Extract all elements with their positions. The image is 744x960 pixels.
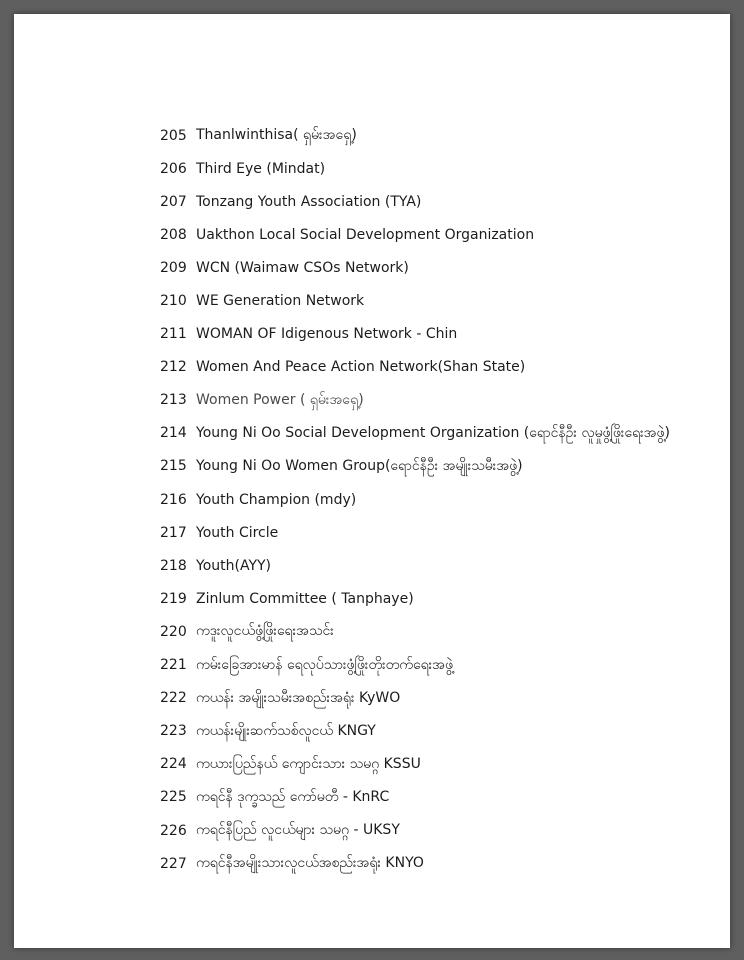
item-name: Youth Champion (mdy) [196,491,357,508]
item-number: 219 [160,590,187,607]
list-item [160,152,670,185]
item-name: Women And Peace Action Network(Shan State) [196,359,526,376]
item-name: Thanlwinthisa( ရှမ်းအရှေ့) [196,127,357,144]
list-item [160,715,670,748]
item-number: 224 [160,756,187,773]
organization-list [160,119,670,880]
item-name: WOMAN OF Idigenous Network - Chin [196,326,458,343]
item-name: Third Eye (Mindat) [196,160,326,177]
item-name: ကဒူးလူငယ်ဖွံ့ဖြိုးရေးအသင်း [196,623,334,640]
item-number: 214 [160,425,187,442]
item-number: 220 [160,623,187,640]
list-item [160,351,670,384]
item-number: 223 [160,723,187,740]
item-number: 225 [160,789,187,806]
item-name: Uakthon Local Social Development Organization [196,226,535,243]
item-number: 216 [160,491,187,508]
list-item [160,748,670,781]
list-item [160,516,670,549]
item-number: 218 [160,557,187,574]
item-number: 211 [160,326,187,343]
item-name: ကယန်းမျိုးဆက်သစ်လူငယ် KNGY [196,722,376,739]
item-number: 213 [160,392,187,409]
item-name: ကရင်နီပြည် လူငယ်များ သမဂ္ဂ - UKSY [196,822,400,839]
item-number: 217 [160,524,187,541]
list-item [160,582,670,615]
item-number: 222 [160,690,187,707]
item-name: ကယန်း အမျိုးသမီးအစည်းအရုံး KyWO [196,689,401,706]
list-item [160,251,670,284]
list-item [160,682,670,715]
item-name: Young Ni Oo Social Development Organization (ရောင်နီဦး လူမှုဖွံ့ဖြိုးရေးအဖွဲ့) [196,424,670,441]
list-item [160,450,670,483]
item-name: WCN (Waimaw CSOs Network) [196,259,409,276]
item-name: Tonzang Youth Association (TYA) [196,193,422,210]
item-number: 209 [160,259,187,276]
list-item [160,384,670,417]
item-name: Youth(AYY) [196,557,272,574]
item-name: ကယားပြည်နယ် ကျောင်းသား သမဂ္ဂ KSSU [196,755,421,772]
item-name: ကရင်နီအမျိုးသားလူငယ်အစည်းအရုံး KNYO [196,855,424,872]
list-item [160,119,670,152]
list-item [160,318,670,351]
item-number: 226 [160,822,187,839]
item-name: Young Ni Oo Women Group(ရောင်နီဦး အမျိုးသမီးအဖွဲ့) [196,457,523,474]
list-item [160,483,670,516]
item-number: 210 [160,293,187,310]
list-item [160,615,670,648]
item-name: Youth Circle [196,524,279,541]
list-item [160,284,670,317]
item-name: Zinlum Committee ( Tanphaye) [196,590,414,607]
item-number: 215 [160,458,187,475]
document-page [14,14,730,948]
item-name: ကရင်နီ ဒုက္ခသည် ကော်မတီ - KnRC [196,788,390,805]
item-number: 227 [160,855,187,872]
list-item [160,417,670,450]
item-number: 205 [160,127,187,144]
item-number: 208 [160,226,187,243]
item-number: 207 [160,193,187,210]
list-item [160,781,670,814]
item-name: Women Power ( ရှမ်းအရှေ့) [196,391,364,408]
list-item [160,549,670,582]
item-number: 221 [160,657,187,674]
item-number: 206 [160,160,187,177]
list-item [160,847,670,880]
list-item [160,649,670,682]
item-name: WE Generation Network [196,293,365,310]
item-number: 212 [160,359,187,376]
list-item [160,814,670,847]
list-item [160,185,670,218]
item-name: ကမ်းခြေအားမာန် ရေလုပ်သားဖွံ့ဖြိုးတိုးတက်ရေးအဖွဲ့ [196,656,454,673]
list-item [160,218,670,251]
